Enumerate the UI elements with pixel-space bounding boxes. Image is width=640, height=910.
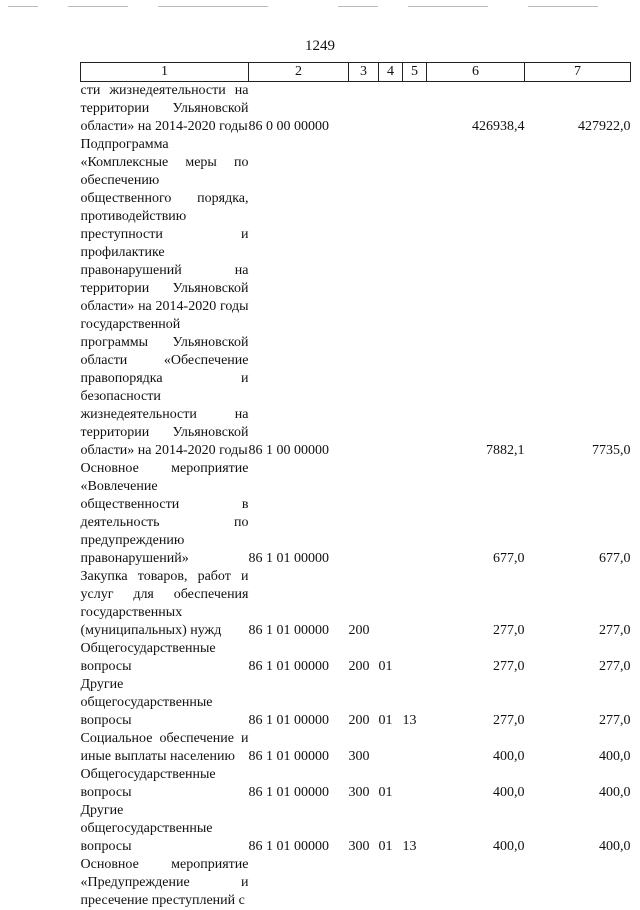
- column-header: 7: [525, 63, 631, 82]
- row-name: Общегосударственные вопросы: [80, 767, 216, 800]
- target-code: 86 1 01 00000: [248, 713, 329, 728]
- expense-type: [349, 856, 379, 910]
- section-code: 01: [378, 785, 393, 800]
- table-row: [81, 802, 631, 856]
- target-code: 86 1 01 00000: [248, 623, 329, 638]
- amount-first-year: 7882,1: [486, 443, 525, 458]
- row-name: сти жизнедеятельности на территории Ульяновской области» на 2014-2020 годы: [80, 83, 249, 134]
- column-header: 6: [427, 63, 525, 82]
- column-header: 1: [81, 63, 249, 82]
- subsection-code: [403, 730, 427, 766]
- row-name: Другие общегосударственные вопросы: [80, 803, 213, 854]
- column-header: 3: [349, 63, 379, 82]
- table-row: [81, 640, 631, 676]
- table-row: [81, 136, 631, 460]
- amount-first-year: 677,0: [493, 551, 525, 566]
- expense-type: 200: [348, 623, 370, 638]
- amount-second-year: 400,0: [599, 749, 631, 764]
- expense-type: 300: [348, 749, 370, 764]
- target-code: 86 1 01 00000: [248, 659, 329, 674]
- row-name: Другие общегосударственные вопросы: [80, 677, 213, 728]
- target-code: 86 1 01 00000: [248, 839, 329, 854]
- section-code: [379, 82, 403, 137]
- section-code: [379, 136, 403, 460]
- table-row: [81, 766, 631, 802]
- expense-type: 300: [348, 785, 370, 800]
- amount-second-year: 277,0: [599, 659, 631, 674]
- section-code: [379, 730, 403, 766]
- table-row: [81, 460, 631, 568]
- section-code: [379, 460, 403, 568]
- row-name: Социальное обеспечение и иные выплаты населению: [80, 731, 249, 764]
- column-header: 5: [403, 63, 427, 82]
- column-header: 4: [379, 63, 403, 82]
- target-code: [249, 856, 349, 910]
- row-name: Основное мероприятие «Вовлечение общественности в деятельность по предупреждению правонарушений»: [80, 461, 249, 566]
- amount-first-year: 277,0: [493, 623, 525, 638]
- amount-first-year: 400,0: [493, 839, 525, 854]
- amount-second-year: 400,0: [599, 839, 631, 854]
- section-code: [379, 568, 403, 640]
- amount-first-year: 277,0: [493, 659, 525, 674]
- row-name: Закупка товаров, работ и услуг для обеспечения государственных (муниципальных) нужд: [80, 569, 249, 638]
- section-code: 01: [378, 713, 393, 728]
- subsection-code: [403, 82, 427, 137]
- table-row: [81, 82, 631, 137]
- budget-table: [80, 62, 631, 910]
- amount-second-year: 427922,0: [578, 119, 631, 134]
- amount-first-year: 400,0: [493, 785, 525, 800]
- expense-type: [349, 82, 379, 137]
- table-row: [81, 568, 631, 640]
- amount-first-year: 426938,4: [472, 119, 525, 134]
- amount-first-year: 277,0: [493, 713, 525, 728]
- amount-second-year: 7735,0: [592, 443, 631, 458]
- expense-type: 200: [348, 713, 370, 728]
- scan-artifact: [8, 6, 608, 10]
- row-name: Общегосударственные вопросы: [80, 641, 216, 674]
- expense-type: [349, 136, 379, 460]
- target-code: 86 0 00 00000: [248, 119, 329, 134]
- subsection-code: 13: [402, 713, 417, 728]
- page-number: 1249: [305, 38, 335, 54]
- subsection-code: [403, 766, 427, 802]
- subsection-code: 13: [402, 839, 417, 854]
- amount-second-year: 677,0: [599, 551, 631, 566]
- expense-type: [349, 460, 379, 568]
- row-name: Основное мероприятие «Предупреждение и пресечение преступлений с: [80, 857, 249, 908]
- amount-first-year: [427, 856, 525, 910]
- row-name: Подпрограмма «Комплексные меры по обеспечению общественного порядка, противодействию преступности и профилактике правонарушений на территории Ульяновской области» на 2014-2020 годы государственной программы Ульяновской области «Обеспечение правопорядка и безопасности жизнедеятельности на территории Ульяновской области» на 2014-2020 годы: [80, 137, 249, 458]
- expense-type: 300: [348, 839, 370, 854]
- target-code: 86 1 01 00000: [248, 785, 329, 800]
- amount-first-year: 400,0: [493, 749, 525, 764]
- target-code: 86 1 00 00000: [248, 443, 329, 458]
- subsection-code: [403, 856, 427, 910]
- subsection-code: [403, 460, 427, 568]
- column-header: 2: [249, 63, 349, 82]
- amount-second-year: 400,0: [599, 785, 631, 800]
- amount-second-year: 277,0: [599, 713, 631, 728]
- expense-type: 200: [348, 659, 370, 674]
- table-row: [81, 730, 631, 766]
- section-code: 01: [378, 659, 393, 674]
- table-row: [81, 856, 631, 910]
- subsection-code: [403, 136, 427, 460]
- table-row: [81, 676, 631, 730]
- section-code: [379, 856, 403, 910]
- target-code: 86 1 01 00000: [248, 749, 329, 764]
- amount-second-year: [525, 856, 631, 910]
- table-header-row: [81, 63, 631, 82]
- target-code: 86 1 01 00000: [248, 551, 329, 566]
- section-code: 01: [378, 839, 393, 854]
- amount-second-year: 277,0: [599, 623, 631, 638]
- subsection-code: [403, 568, 427, 640]
- subsection-code: [403, 640, 427, 676]
